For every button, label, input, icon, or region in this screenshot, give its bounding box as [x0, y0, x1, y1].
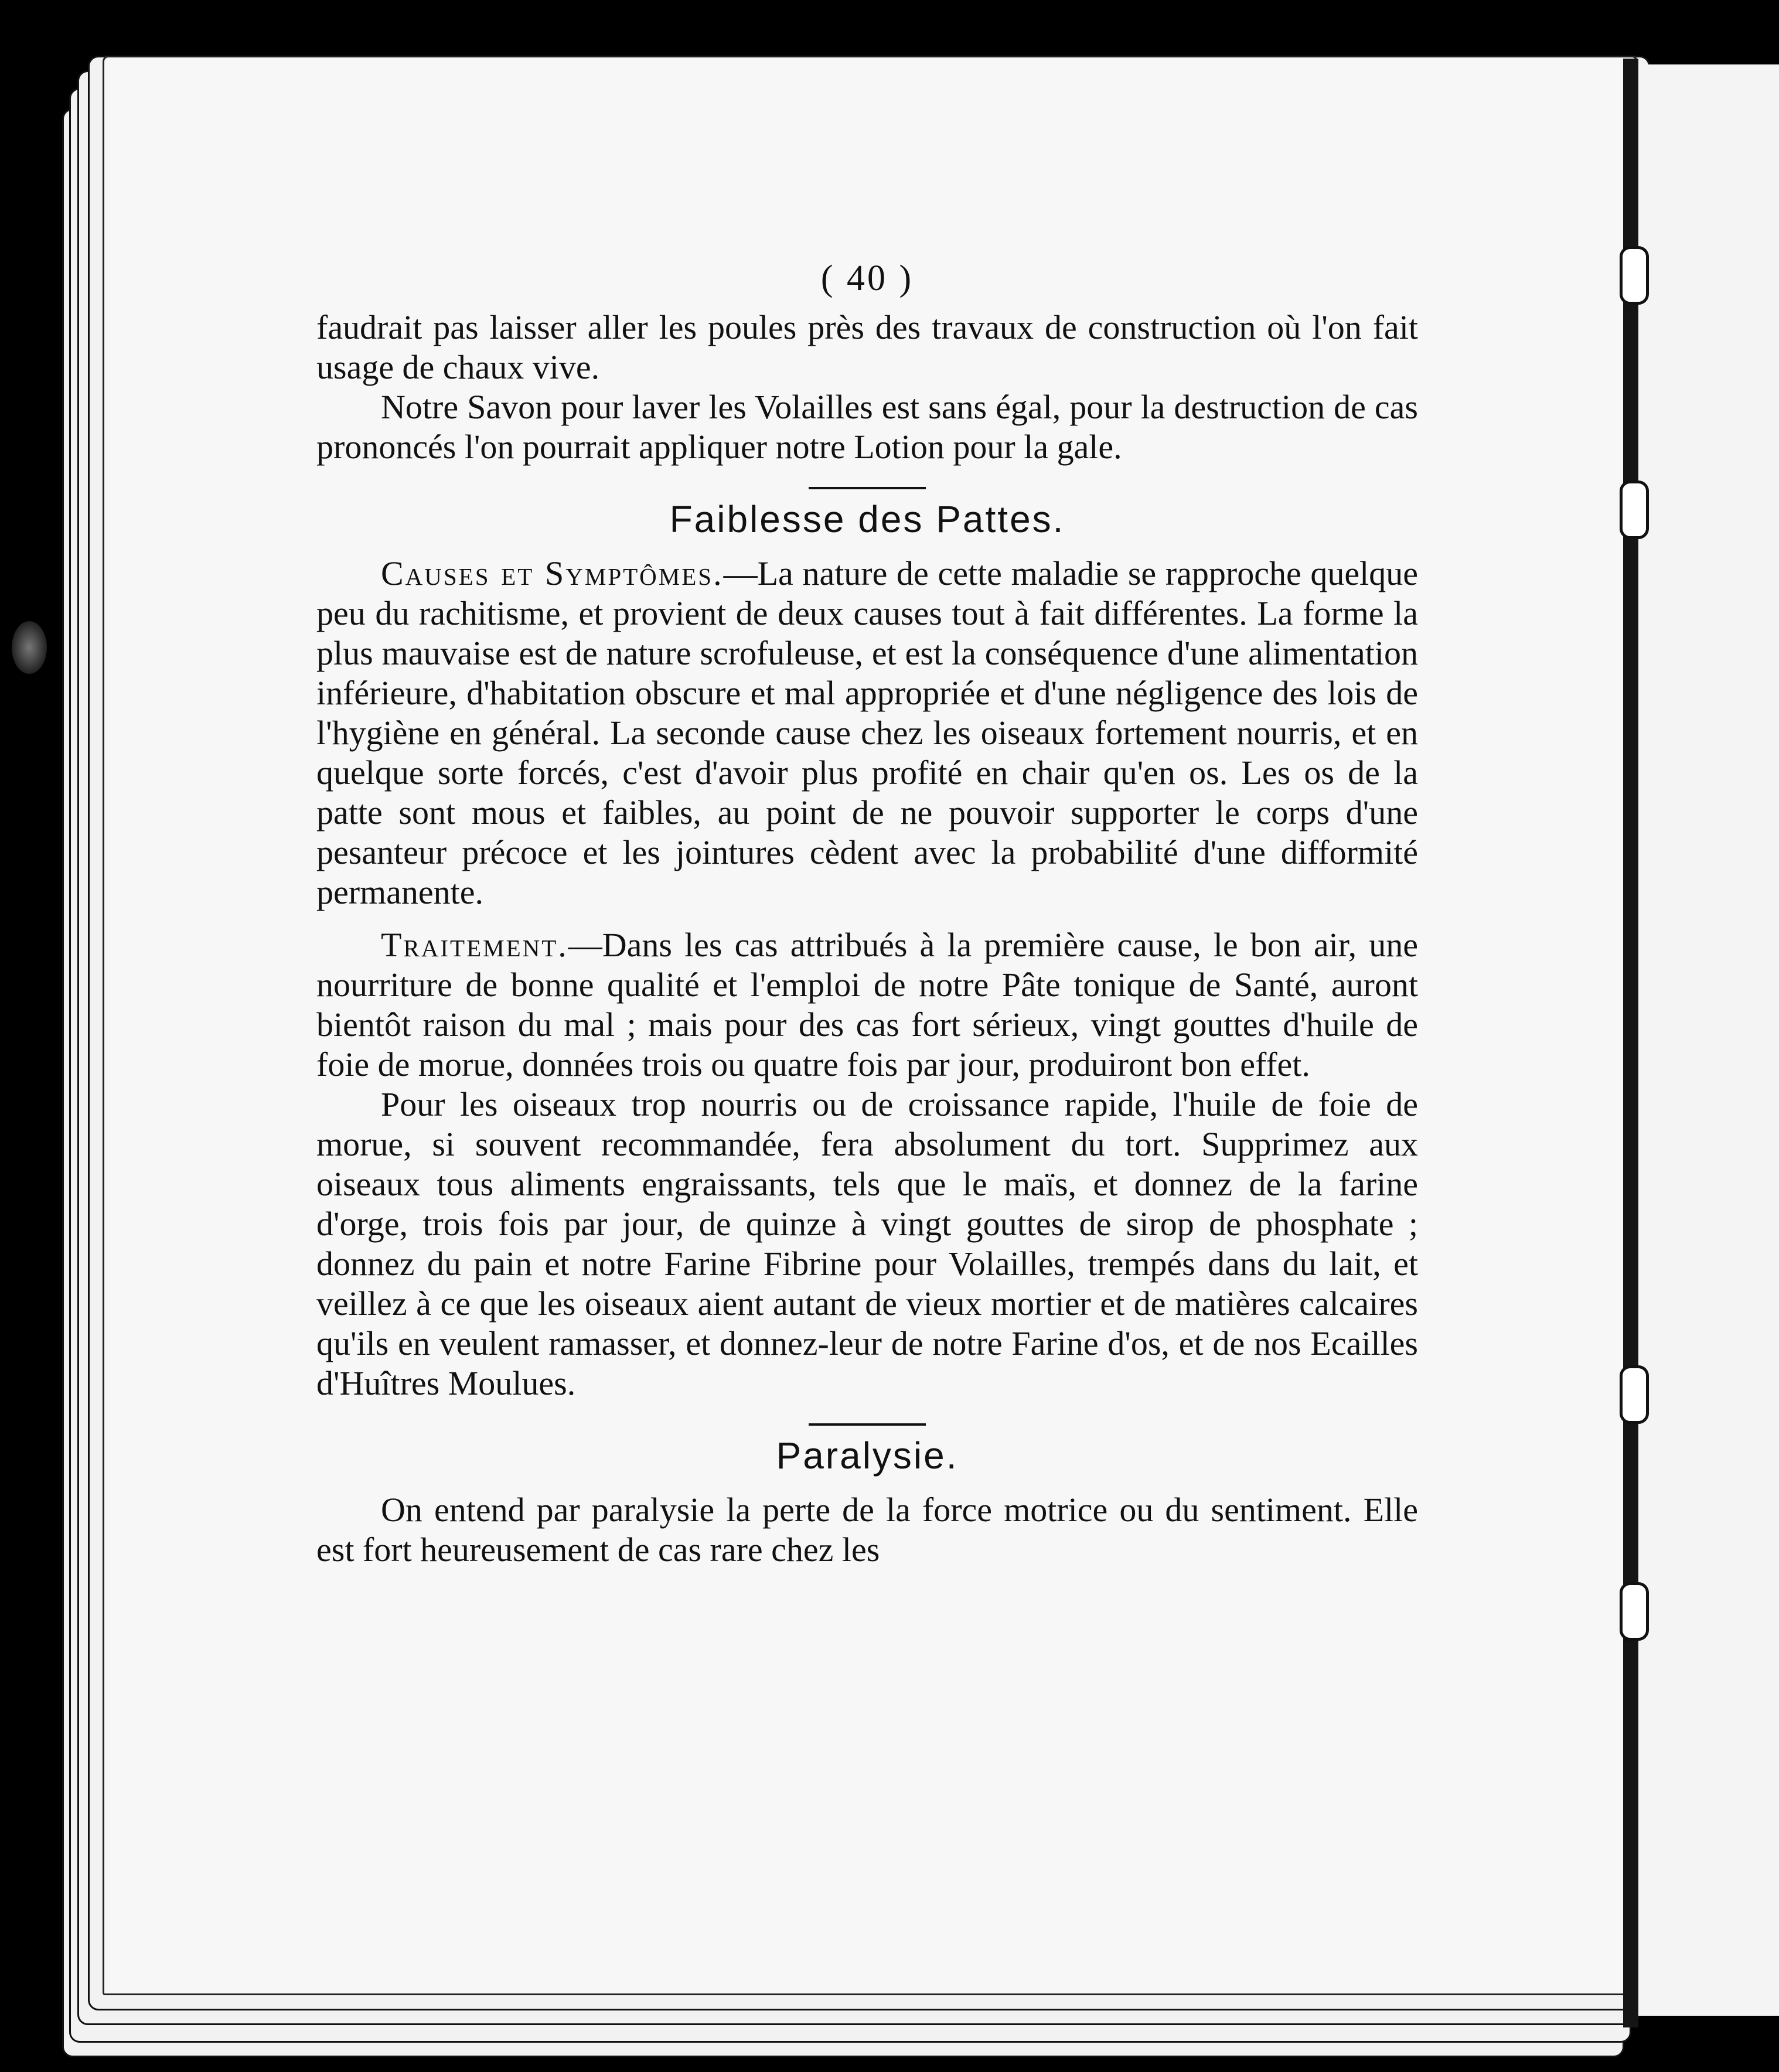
binding-hole	[1620, 480, 1649, 539]
binding-hole	[1620, 246, 1649, 305]
paragraph-causes	[316, 554, 1418, 912]
facing-page-strip	[1635, 64, 1779, 2016]
section-heading-paralysie: Paralysie.	[776, 1434, 959, 1477]
page-text	[316, 258, 1418, 1570]
binding-hole	[1620, 1365, 1649, 1424]
section-divider	[809, 487, 926, 489]
book-gutter	[1623, 59, 1638, 2027]
paragraph-traitement	[316, 925, 1418, 1085]
paragraph-oiseaux: Pour les oiseaux trop nourris ou de croissance rapide, l'huile de foie de morue, si souvent recommandée, fera absolument du tort. Supprimez aux oiseaux tous aliments engraissants, tels que le maïs, et donnez de la farine d'orge, trois fois par jour, de quinze à vingt gouttes de sirop de phosphate ; donnez du pain et notre Farine Fibrine pour Volailles, trempés dans du lait, et veillez à ce que les oiseaux aient autant de vieux mortier et de matières calcaires qu'ils en veulent ramasser, et donnez-leur de notre Farine d'os, et de nos Ecailles d'Huîtres Moulues.	[316, 1085, 1418, 1402]
treatment-text: —Dans les cas attribués à la première cause, le bon air, une nourriture de bonne qualité et l'emploi de notre Pâte tonique de Santé, auront bientôt raison du mal ; mais pour des cas fort sérieux, vingt gouttes d'huile de foie de morue, données trois ou quatre fois par jour, produiront bon effet.	[316, 926, 1418, 1083]
scan-smudge	[12, 621, 47, 674]
section-divider	[809, 1423, 926, 1426]
paragraph-paralysie: On entend par paralysie la perte de la force motrice ou du sentiment. Elle est fort heureusement de cas rare chez les	[316, 1491, 1418, 1569]
paragraph-continuation: faudrait pas laisser aller les poules près des travaux de construction où l'on fait usage de chaux vive.	[316, 308, 1418, 386]
page-number: ( 40 )	[820, 258, 914, 298]
paragraph-savon: Notre Savon pour laver les Volailles est sans égal, pour la destruction de cas prononcés l'on pourrait appliquer notre Lotion pour la gale.	[316, 388, 1418, 466]
section-heading-faiblesse: Faiblesse des Pattes.	[669, 498, 1065, 540]
treatment-label: Traitement.	[381, 926, 568, 964]
causes-label: Causes et Symptômes.	[381, 554, 724, 592]
causes-text: —La nature de cette maladie se rapproche quelque peu du rachitisme, et provient de deux causes tout à fait différentes. La forme la plus mauvaise est de nature scrofuleuse, et est la conséquence d'une alimentation inférieure, d'habitation obscure et mal appropriée et d'une négligence des lois de l'hygiène en général. La seconde cause chez les oiseaux fortement nourris, et en quelque sorte forcés, c'est d'avoir plus profité en chair qu'en os. Les os de la patte sont mous et faibles, au point de ne pouvoir supporter le corps d'une pesanteur précoce et les jointures cèdent avec la probabilité d'une difformité permanente.	[316, 554, 1418, 911]
binding-hole	[1620, 1582, 1649, 1641]
